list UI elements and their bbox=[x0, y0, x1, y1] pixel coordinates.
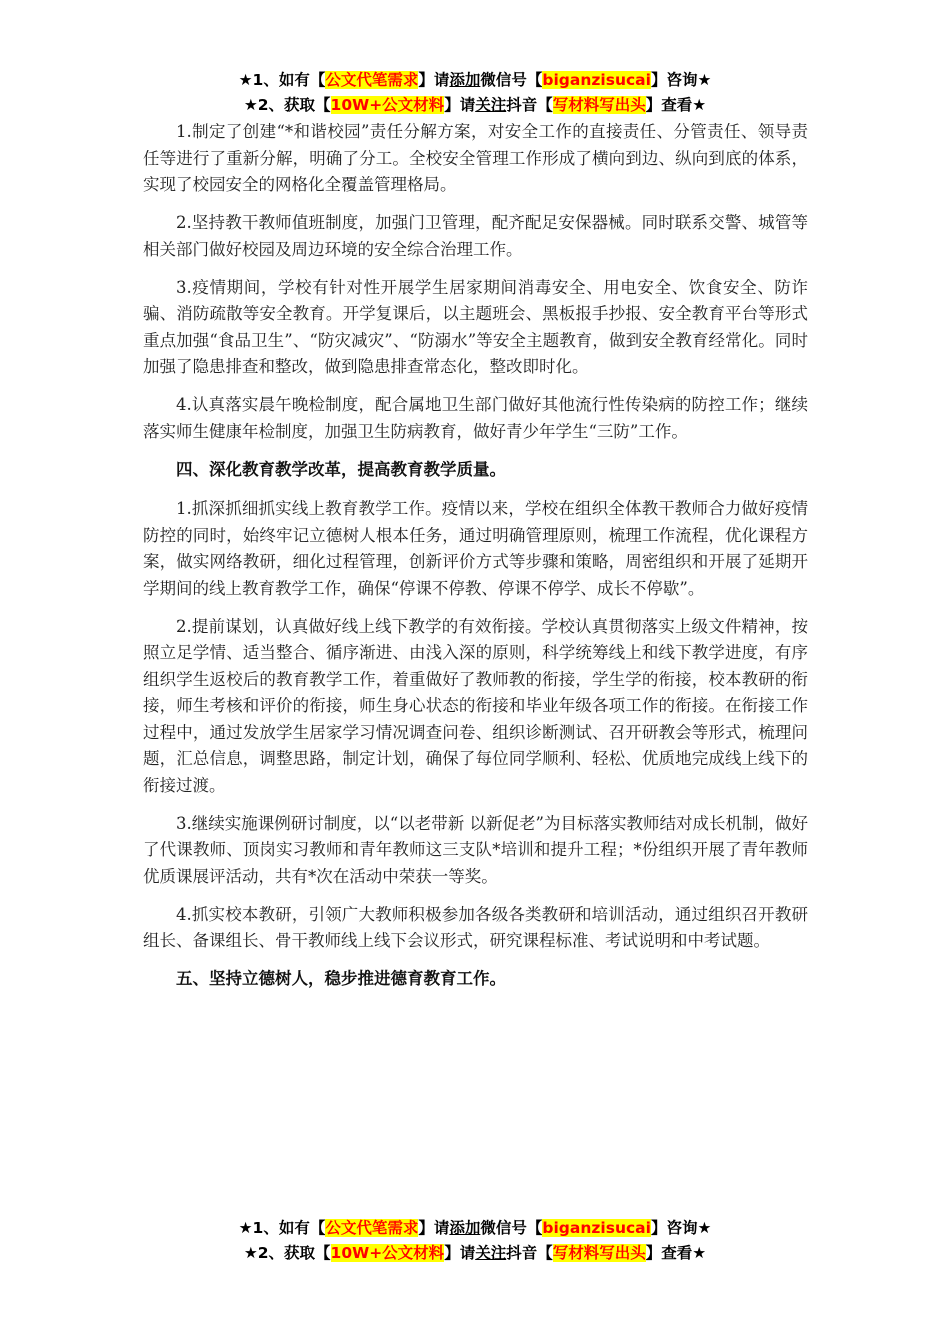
banner-text: ★1、如有【 bbox=[238, 71, 326, 89]
banner-text: 微信号【 bbox=[480, 1219, 543, 1237]
paragraph: 4.抓实校本教研，引领广大教师积极参加各级各类教研和培训活动，通过组织召开教研组长、备课组长、骨干教师线上线下会议形式，研究课程标准、考试说明和中考试题。 bbox=[143, 904, 808, 950]
highlight-text: biganzisucai bbox=[542, 1219, 651, 1237]
banner-text: 】请 bbox=[418, 1219, 450, 1237]
highlight-text: biganzisucai bbox=[542, 71, 651, 89]
paragraph: 1.抓深抓细抓实线上教育教学工作。疫情以来，学校在组织全体教干教师合力做好疫情防控的同时，始终牢记立德树人根本任务，通过明确管理原则，梳理工作流程，优化课程方案，做实网络教研，细化过程管理，创新评价方式等步骤和策略，周密组织和开展了延期开学期间的线上教育教学工作，确保“停课不停教、停课不停学、成长不停歇”。 bbox=[143, 499, 808, 598]
underlined-text: 关注 bbox=[475, 96, 507, 114]
banner-line-2 bbox=[0, 93, 950, 118]
banner-text: ★2、获取【 bbox=[243, 96, 331, 114]
underlined-text: 添加 bbox=[449, 71, 481, 89]
paragraph: 3.疫情期间，学校有针对性开展学生居家期间消毒安全、用电安全、饮食安全、防诈骗、消防疏散等安全教育。开学复课后，以主题班会、黑板报手抄报、安全教育平台等形式重点加强“食品卫生”、“防灾减灾”、“防溺水”等安全主题教育，做到安全教育经常化。同时加强了隐患排查和整改，做到隐患排查常态化，整改即时化。 bbox=[143, 277, 808, 376]
highlight-text: 公文代笔需求 bbox=[325, 1219, 419, 1237]
highlight-text: 写材料写出头 bbox=[552, 96, 646, 114]
banner-text: 微信号【 bbox=[480, 71, 543, 89]
paragraph: 4.认真落实晨午晚检制度，配合属地卫生部门做好其他流行性传染病的防控工作；继续落实师生健康年检制度，加强卫生防病教育，做好青少年学生“三防”工作。 bbox=[143, 395, 808, 441]
banner-text: ★2、获取【 bbox=[243, 1244, 331, 1262]
document-body bbox=[143, 119, 808, 1006]
underlined-text: 关注 bbox=[475, 1244, 507, 1262]
section-heading: 五、坚持立德树人，稳步推进德育教育工作。 bbox=[176, 969, 506, 988]
banner-text: 】咨询★ bbox=[650, 1219, 712, 1237]
banner-text: 】查看★ bbox=[645, 1244, 707, 1262]
paragraph: 1.制定了创建“*和谐校园”责任分解方案，对安全工作的直接责任、分管责任、领导责任等进行了重新分解，明确了分工。全校安全管理工作形成了横向到边、纵向到底的体系，实现了校园安全的网格化全覆盖管理格局。 bbox=[143, 122, 808, 194]
banner-text: 】咨询★ bbox=[650, 71, 712, 89]
paragraph: 3.继续实施课例研讨制度，以“以老带新 以新促老”为目标落实教师结对成长机制，做好了代课教师、顶岗实习教师和青年教师这三支队*培训和提升工程；*份组织开展了青年教师优质课展评活动，共有*次在活动中荣获一等奖。 bbox=[143, 813, 808, 886]
banner-text: 抖音【 bbox=[506, 96, 553, 114]
underlined-text: 添加 bbox=[449, 1219, 481, 1237]
banner-text: ★1、如有【 bbox=[238, 1219, 326, 1237]
banner-line-2 bbox=[0, 1241, 950, 1266]
banner-line-1 bbox=[0, 1216, 950, 1241]
banner-text: 抖音【 bbox=[506, 1244, 553, 1262]
footer-banner bbox=[0, 1216, 950, 1266]
banner-text: 】请 bbox=[444, 96, 476, 114]
highlight-text: 公文代笔需求 bbox=[325, 71, 419, 89]
highlight-text: 10W+公文材料 bbox=[330, 96, 445, 114]
highlight-text: 写材料写出头 bbox=[552, 1244, 646, 1262]
banner-text: 】请 bbox=[444, 1244, 476, 1262]
paragraph: 2.坚持教干教师值班制度，加强门卫管理，配齐配足安保器械。同时联系交警、城管等相关部门做好校园及周边环境的安全综合治理工作。 bbox=[143, 213, 808, 259]
paragraph: 2.提前谋划，认真做好线上线下教学的有效衔接。学校认真贯彻落实上级文件精神，按照立足学情、适当整合、循序渐进、由浅入深的原则，科学统筹线上和线下教学进度，有序组织学生返校后的教育教学工作，着重做好了教师教的衔接，学生学的衔接，校本教研的衔接，师生考核和评价的衔接，师生身心状态的衔接和毕业年级各项工作的衔接。在衔接工作过程中，通过发放学生居家学习情况调查问卷、组织诊断测试、召开研教会等形式，梳理问题，汇总信息，调整思路，制定计划，确保了每位同学顺利、轻松、优质地完成线上线下的衔接过渡。 bbox=[143, 616, 808, 795]
banner-line-1 bbox=[0, 68, 950, 93]
banner-text: 】请 bbox=[418, 71, 450, 89]
header-banner bbox=[0, 68, 950, 118]
highlight-text: 10W+公文材料 bbox=[330, 1244, 445, 1262]
banner-text: 】查看★ bbox=[645, 96, 707, 114]
section-heading: 四、深化教育教学改革，提高教育教学质量。 bbox=[176, 459, 506, 479]
